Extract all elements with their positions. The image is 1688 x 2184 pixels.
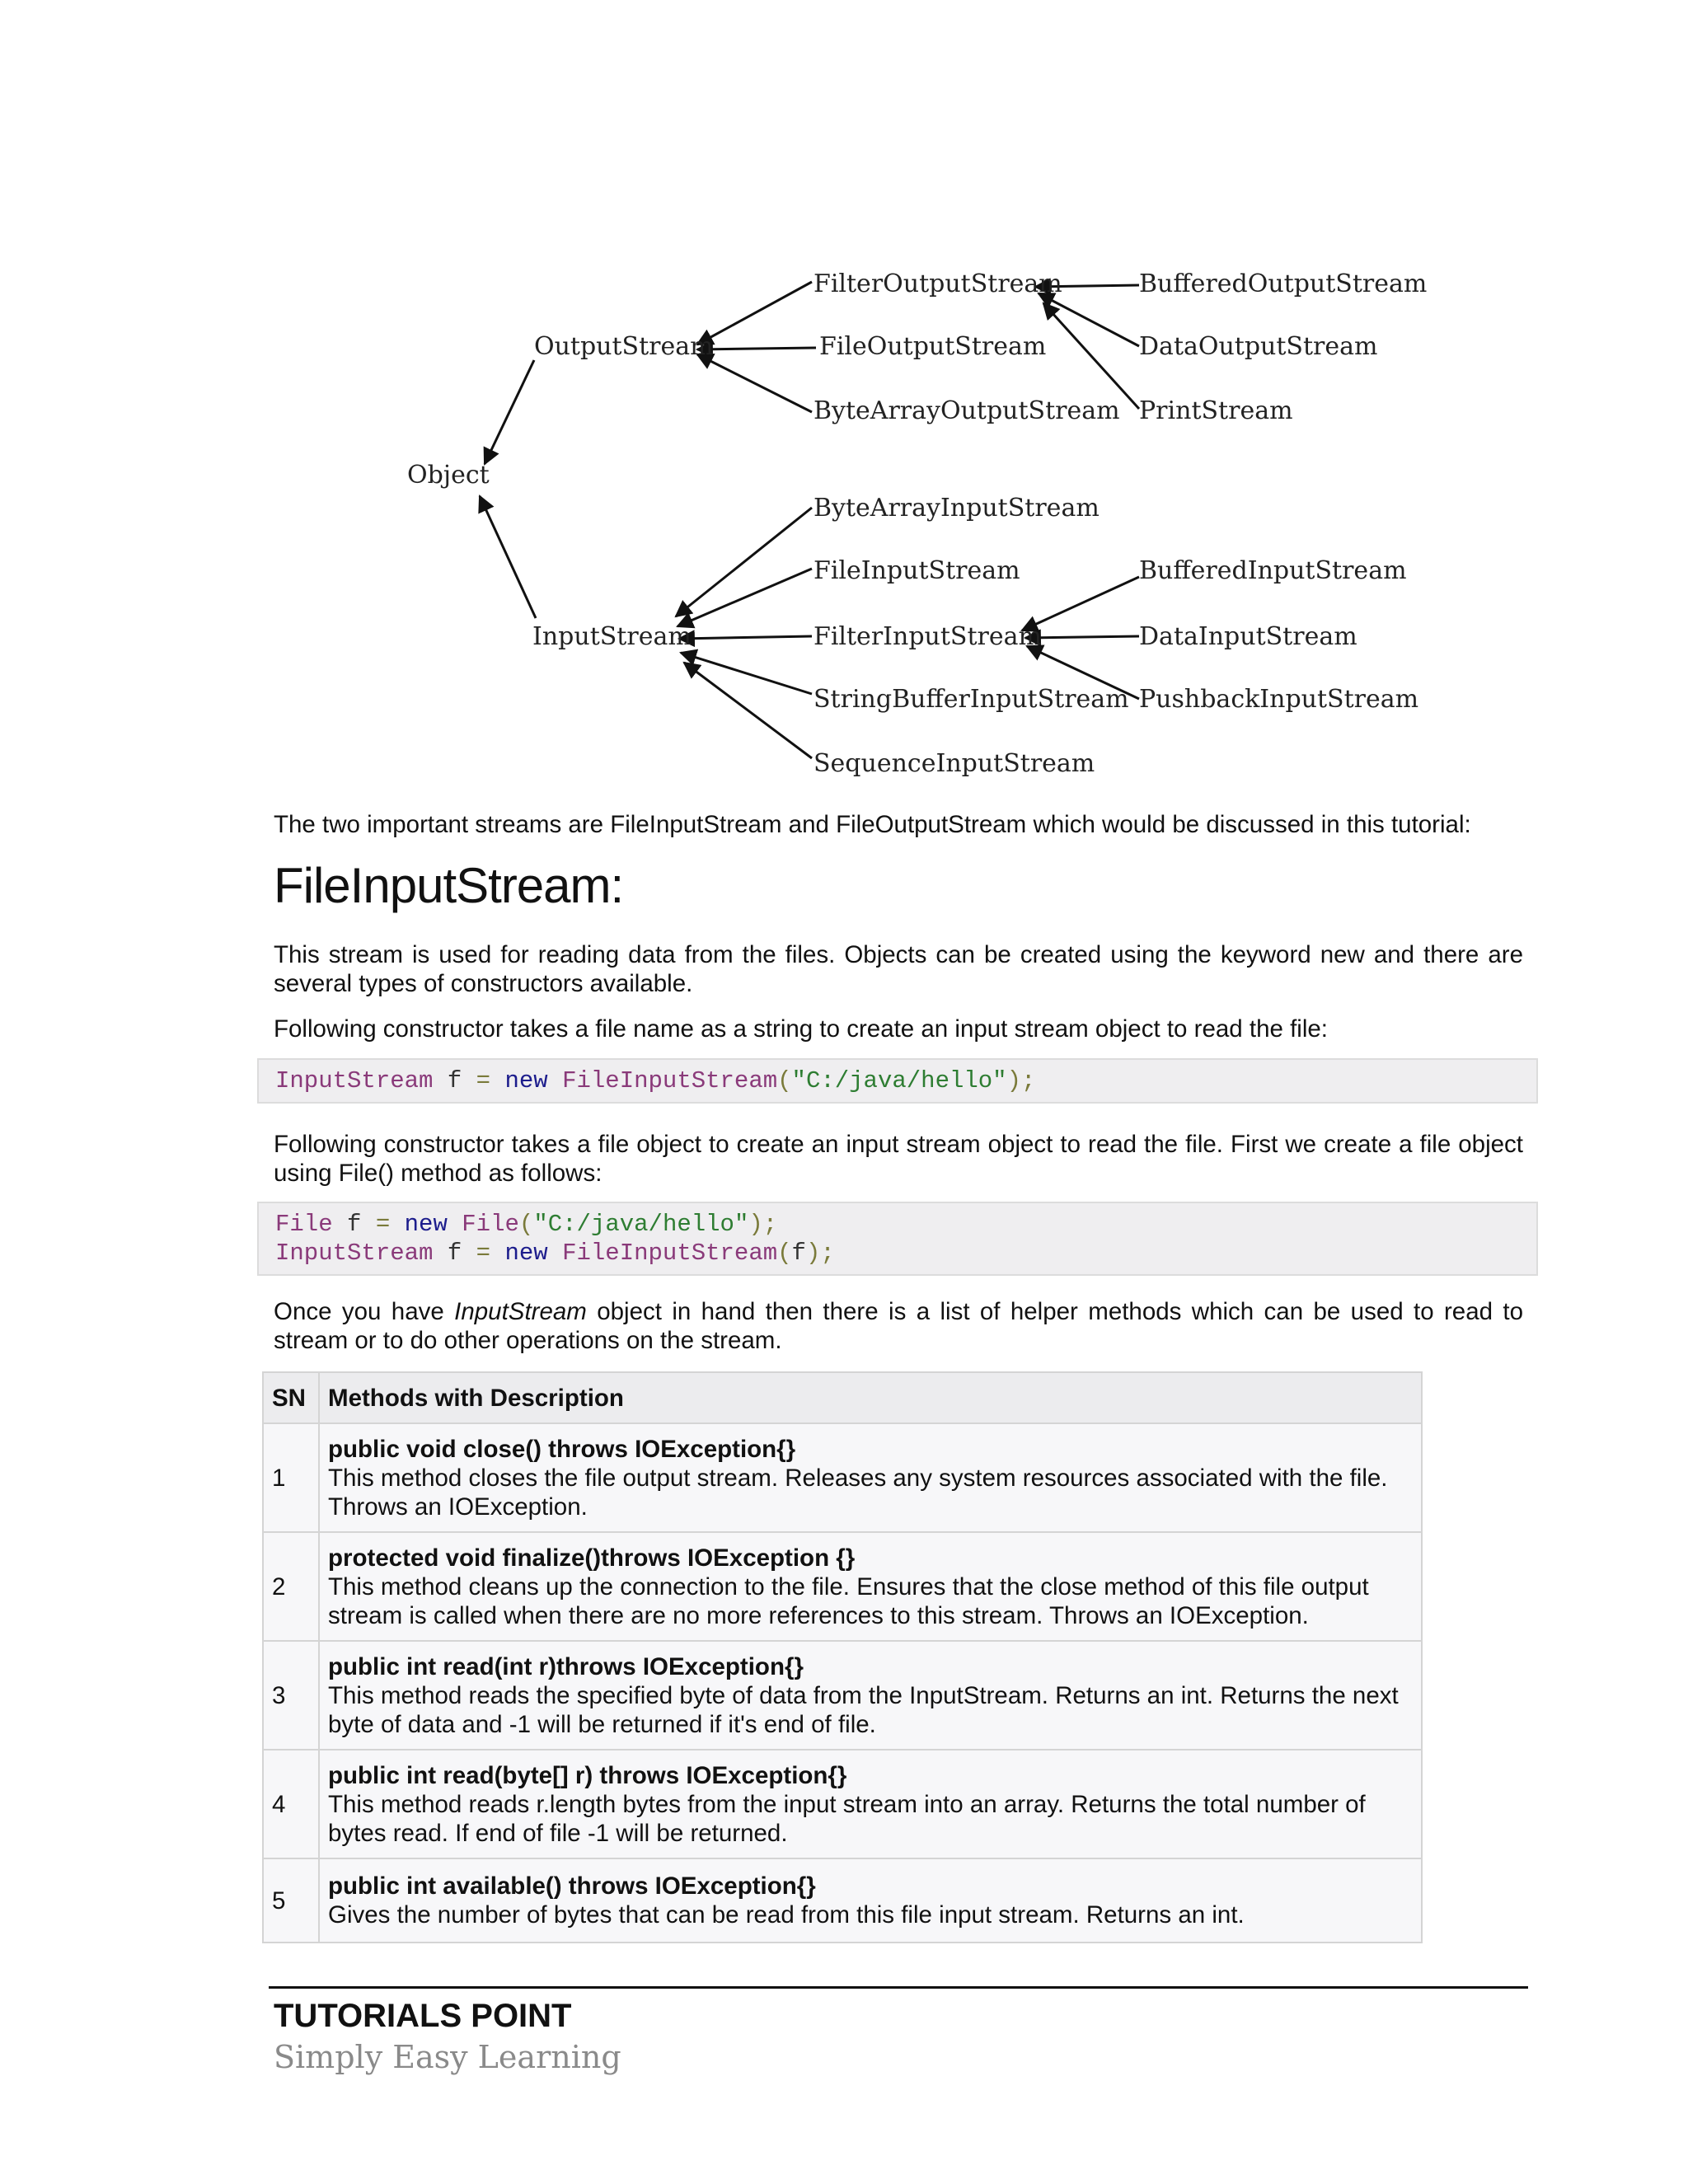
code-variable: f xyxy=(447,1067,462,1094)
edge-output-to-object xyxy=(485,360,534,464)
node-filter-input-stream: FilterInputStream xyxy=(814,622,1042,651)
code-operator: = xyxy=(476,1067,491,1094)
edge-datainput-to-filterinput xyxy=(1025,636,1139,638)
paragraph-constructor-file: Following constructor takes a file object to create an input stream object to read the file. First we create a file object using File() method as follows: xyxy=(274,1131,1523,1187)
node-string-buffer-input-stream: StringBufferInputStream xyxy=(814,685,1129,714)
code-operator: = xyxy=(375,1211,391,1238)
edge-data-to-filteroutput xyxy=(1039,293,1139,346)
section-heading: FileInputStream: xyxy=(274,858,624,913)
table-row xyxy=(263,1750,1422,1858)
emphasis-inputstream: InputStream xyxy=(454,1298,587,1325)
edge-input-to-object xyxy=(480,496,536,618)
node-input-stream: InputStream xyxy=(532,622,692,651)
row-sn: 2 xyxy=(263,1532,319,1641)
method-description: This method closes the file output stream. Releases any system resources associated with the file. Throws an IOException. xyxy=(328,1464,1388,1521)
node-sequence-input-stream: SequenceInputStream xyxy=(814,749,1095,778)
method-description: Gives the number of bytes that can be read from this file input stream. Returns an int. xyxy=(328,1901,1245,1929)
row-sn: 3 xyxy=(263,1641,319,1750)
code-argument: f xyxy=(791,1240,806,1267)
code-type: InputStream xyxy=(275,1240,434,1267)
code-constructor: FileInputStream xyxy=(562,1067,778,1094)
method-signature: public int read(byte[] r) throws IOException{} xyxy=(328,1761,847,1789)
code-line xyxy=(275,1210,1520,1239)
code-line xyxy=(275,1066,1520,1095)
node-byte-array-input-stream: ByteArrayInputStream xyxy=(814,494,1100,523)
code-constructor: File xyxy=(462,1211,519,1238)
edge-sequence-to-input xyxy=(684,663,812,758)
method-signature: public int available() throws IOException{} xyxy=(328,1872,816,1900)
method-signature: public int read(int r)throws IOException{} xyxy=(328,1652,804,1680)
paragraph-stream-intro: This stream is used for reading data from the files. Objects can be created using the keyword new and there are several types of constructors available. xyxy=(274,941,1523,997)
edge-fileoutput-to-output xyxy=(697,348,816,349)
table-row xyxy=(263,1641,1422,1750)
node-object: Object xyxy=(407,461,490,490)
node-print-stream: PrintStream xyxy=(1139,396,1293,425)
paragraph-text: Once you have xyxy=(274,1298,455,1325)
code-variable: f xyxy=(447,1240,462,1267)
code-string: "C:/java/hello" xyxy=(791,1067,1007,1094)
method-description: This method cleans up the connection to the file. Ensures that the close method of this file output stream is called when there are no more references to this stream. Throws an IOException. xyxy=(328,1572,1369,1629)
method-description: This method reads r.length bytes from the input stream into an array. Returns the total number of bytes read. If end of file -1 will be returned. xyxy=(328,1790,1366,1847)
code-keyword: new xyxy=(404,1211,448,1238)
node-file-output-stream: FileOutputStream xyxy=(819,332,1047,361)
code-punct: ); xyxy=(748,1211,778,1238)
row-sn: 4 xyxy=(263,1750,319,1858)
node-output-stream: OutputStream xyxy=(534,332,714,361)
edge-bytearrayoutput-to-output xyxy=(697,354,812,412)
code-keyword: new xyxy=(504,1240,548,1267)
code-type: InputStream xyxy=(275,1067,434,1094)
code-keyword: new xyxy=(504,1067,548,1094)
row-method xyxy=(319,1641,1422,1750)
methods-table xyxy=(262,1371,1423,1943)
intro-text: The two important streams are FileInputStream and FileOutputStream which would be discussed in this tutorial: xyxy=(274,811,1471,838)
footer-divider xyxy=(269,1986,1528,1989)
row-method xyxy=(319,1532,1422,1641)
paragraph-text: object in hand then there is a list of helper methods which can be used to read to stream or to do other operations on the stream. xyxy=(274,1298,1523,1354)
method-signature: protected void finalize()throws IOException {} xyxy=(328,1544,856,1572)
row-sn: 1 xyxy=(263,1423,319,1532)
code-type: File xyxy=(275,1211,333,1238)
paragraph-constructor-string: Following constructor takes a file name as a string to create an input stream object to read the file: xyxy=(274,1015,1328,1043)
node-buffered-input-stream: BufferedInputStream xyxy=(1139,556,1407,585)
code-block-constructor-file xyxy=(257,1202,1538,1276)
paragraph-helper-methods xyxy=(274,1297,1523,1355)
node-file-input-stream: FileInputStream xyxy=(814,556,1020,585)
code-variable: f xyxy=(347,1211,362,1238)
footer-title: TUTORIALS POINT xyxy=(274,1998,572,2034)
table-row xyxy=(263,1858,1422,1943)
code-block-constructor-string xyxy=(257,1058,1538,1104)
table-row xyxy=(263,1423,1422,1532)
node-data-input-stream: DataInputStream xyxy=(1139,622,1357,651)
table-row xyxy=(263,1532,1422,1641)
code-punct: ( xyxy=(777,1240,792,1267)
stream-hierarchy-diagram xyxy=(0,247,1688,799)
code-operator: = xyxy=(476,1240,491,1267)
method-signature: public void close() throws IOException{} xyxy=(328,1435,796,1463)
row-method xyxy=(319,1423,1422,1532)
edge-filteroutput-to-output xyxy=(697,282,812,344)
header-methods: Methods with Description xyxy=(319,1372,1422,1423)
row-method xyxy=(319,1750,1422,1858)
node-byte-array-output-stream: ByteArrayOutputStream xyxy=(814,396,1120,425)
method-description: This method reads the specified byte of data from the InputStream. Returns an int. Returns the next byte of data and -1 will be returned if it's end of file. xyxy=(328,1681,1399,1738)
row-sn: 5 xyxy=(263,1858,319,1943)
node-filter-output-stream: FilterOutputStream xyxy=(814,269,1062,298)
header-sn: SN xyxy=(263,1372,319,1423)
edge-print-to-filteroutput xyxy=(1043,303,1139,409)
row-method xyxy=(319,1858,1422,1943)
node-buffered-output-stream: BufferedOutputStream xyxy=(1139,269,1428,298)
footer-tagline: Simply Easy Learning xyxy=(274,2039,621,2075)
edge-bytearrayinput-to-input xyxy=(676,508,812,616)
code-punct: ); xyxy=(1006,1067,1036,1094)
code-punct: ( xyxy=(518,1211,534,1238)
table-header-row xyxy=(263,1372,1422,1423)
code-string: "C:/java/hello" xyxy=(533,1211,749,1238)
code-constructor: FileInputStream xyxy=(562,1240,778,1267)
edge-filterinput-to-input xyxy=(679,636,812,639)
node-pushback-input-stream: PushbackInputStream xyxy=(1139,685,1419,714)
code-line xyxy=(275,1239,1520,1268)
code-punct: ( xyxy=(777,1067,792,1094)
code-punct: ); xyxy=(805,1240,835,1267)
node-data-output-stream: DataOutputStream xyxy=(1139,332,1378,361)
